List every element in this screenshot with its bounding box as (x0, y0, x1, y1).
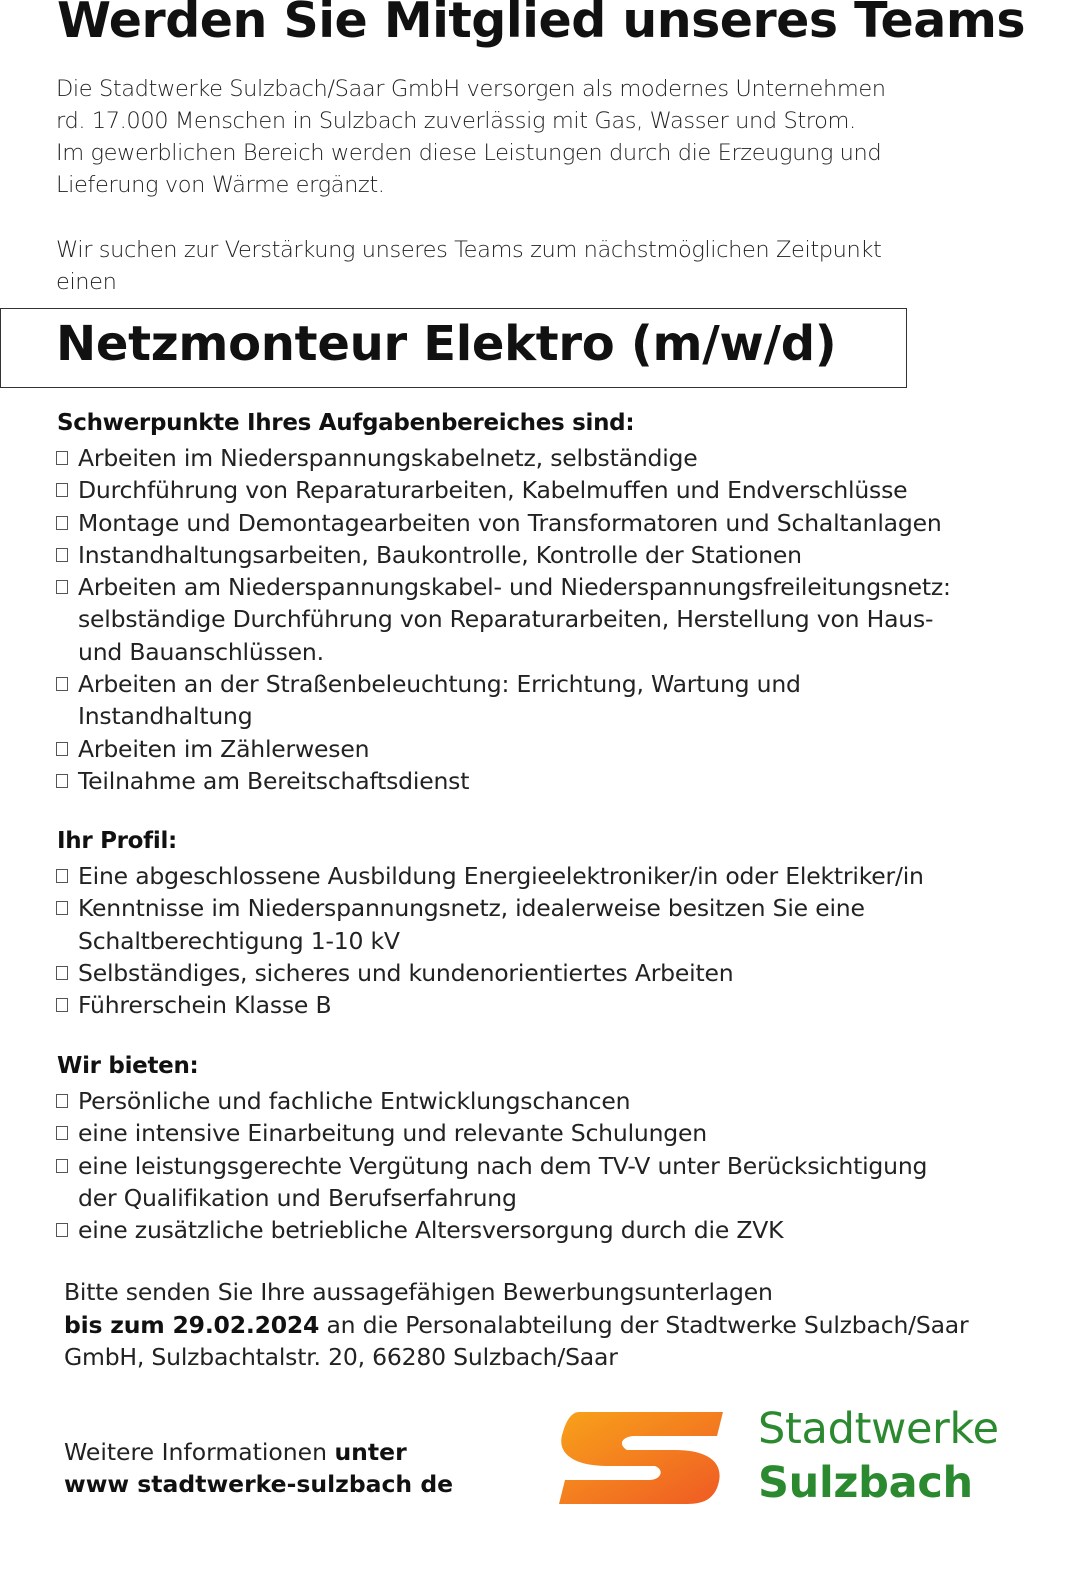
checkbox-icon (56, 901, 68, 915)
application-instructions (64, 1276, 968, 1374)
closing-line: GmbH, Sulzbachtalstr. 20, 66280 Sulzbach/Saar (64, 1343, 618, 1371)
list-item: Teilnahme am Bereitschaftsdienst (54, 765, 951, 797)
search-paragraph (56, 234, 881, 298)
checkbox-icon (56, 869, 68, 883)
list-item: eine zusätzliche betriebliche Altersversorgung durch die ZVK (54, 1214, 927, 1246)
list-item: Arbeiten am Niederspannungskabel- und Niederspannungsfreileitungsnetz: selbständige Durchführung von Reparaturarbeiten, Herstellung von Haus- und Bauanschlüssen. (54, 571, 951, 668)
list-item: Montage und Demontagearbeiten von Transformatoren und Schaltanlagen (54, 507, 951, 539)
website-link[interactable]: www stadtwerke-sulzbach de (64, 1470, 454, 1498)
search-line: einen (56, 269, 117, 295)
intro-line: Im gewerblichen Bereich werden diese Leistungen durch die Erzeugung und (56, 140, 882, 166)
list-item: Arbeiten im Niederspannungskabelnetz, selbständige (54, 442, 951, 474)
tasks-heading: Schwerpunkte Ihres Aufgabenbereiches sind: (57, 410, 635, 436)
list-item: eine intensive Einarbeitung und relevante Schulungen (54, 1117, 927, 1149)
list-item: eine leistungsgerechte Vergütung nach dem TV-V unter Berücksichtigung der Qualifikation und Berufserfahrung (54, 1150, 927, 1215)
brand-name: Sulzbach (758, 1458, 973, 1508)
brand-name: Stadtwerke (758, 1404, 999, 1454)
list-item: Persönliche und fachliche Entwicklungschancen (54, 1085, 927, 1117)
more-info: Weitere Informationen unter www stadtwerke-sulzbach de (64, 1438, 454, 1498)
offer-heading: Wir bieten: (57, 1053, 199, 1079)
checkbox-icon (56, 742, 68, 756)
list-item: Instandhaltungsarbeiten, Baukontrolle, Kontrolle der Stationen (54, 539, 951, 571)
checkbox-icon (56, 451, 68, 465)
profile-heading: Ihr Profil: (57, 828, 177, 854)
checkbox-icon (56, 1126, 68, 1140)
headline: Werden Sie Mitglied unseres Teams (57, 0, 1026, 49)
checkbox-icon (56, 1159, 68, 1173)
deadline: bis zum 29.02.2024 (64, 1310, 320, 1339)
list-item: Arbeiten an der Straßenbeleuchtung: Errichtung, Wartung und Instandhaltung (54, 668, 951, 733)
stadtwerke-logo-icon (557, 1410, 725, 1506)
intro-line: Die Stadtwerke Sulzbach/Saar GmbH versorgen als modernes Unternehmen (56, 76, 886, 102)
intro-paragraph (56, 73, 886, 201)
job-title: Netzmonteur Elektro (m/w/d) (56, 316, 837, 372)
checkbox-icon (56, 516, 68, 530)
list-item: Führerschein Klasse B (54, 989, 924, 1021)
list-item: Durchführung von Reparaturarbeiten, Kabelmuffen und Endverschlüsse (54, 474, 951, 506)
checkbox-icon (56, 677, 68, 691)
intro-line: rd. 17.000 Menschen in Sulzbach zuverlässig mit Gas, Wasser und Strom. (56, 108, 856, 134)
closing-line: Bitte senden Sie Ihre aussagefähigen Bewerbungsunterlagen (64, 1278, 773, 1306)
list-item: Eine abgeschlossene Ausbildung Energieelektroniker/in oder Elektriker/in (54, 860, 924, 892)
search-line: Wir suchen zur Verstärkung unseres Teams zum nächstmöglichen Zeitpunkt (56, 237, 882, 263)
intro-line: Lieferung von Wärme ergänzt. (56, 172, 385, 198)
checkbox-icon (56, 580, 68, 594)
list-item: Arbeiten im Zählerwesen (54, 733, 951, 765)
list-item: Kenntnisse im Niederspannungsnetz, idealerweise besitzen Sie eine Schaltberechtigung 1-10 kV (54, 892, 924, 957)
checkbox-icon (56, 998, 68, 1012)
checkbox-icon (56, 774, 68, 788)
list-item: Selbständiges, sicheres und kundenorientiertes Arbeiten (54, 957, 924, 989)
checkbox-icon (56, 548, 68, 562)
checkbox-icon (56, 483, 68, 497)
tasks-list (54, 442, 951, 797)
closing-line: bis zum 29.02.2024 an die Personalabteilung der Stadtwerke Sulzbach/Saar (64, 1310, 969, 1339)
checkbox-icon (56, 1094, 68, 1108)
checkbox-icon (56, 1223, 68, 1237)
offer-list (54, 1085, 927, 1246)
profile-list (54, 860, 924, 1021)
checkbox-icon (56, 966, 68, 980)
